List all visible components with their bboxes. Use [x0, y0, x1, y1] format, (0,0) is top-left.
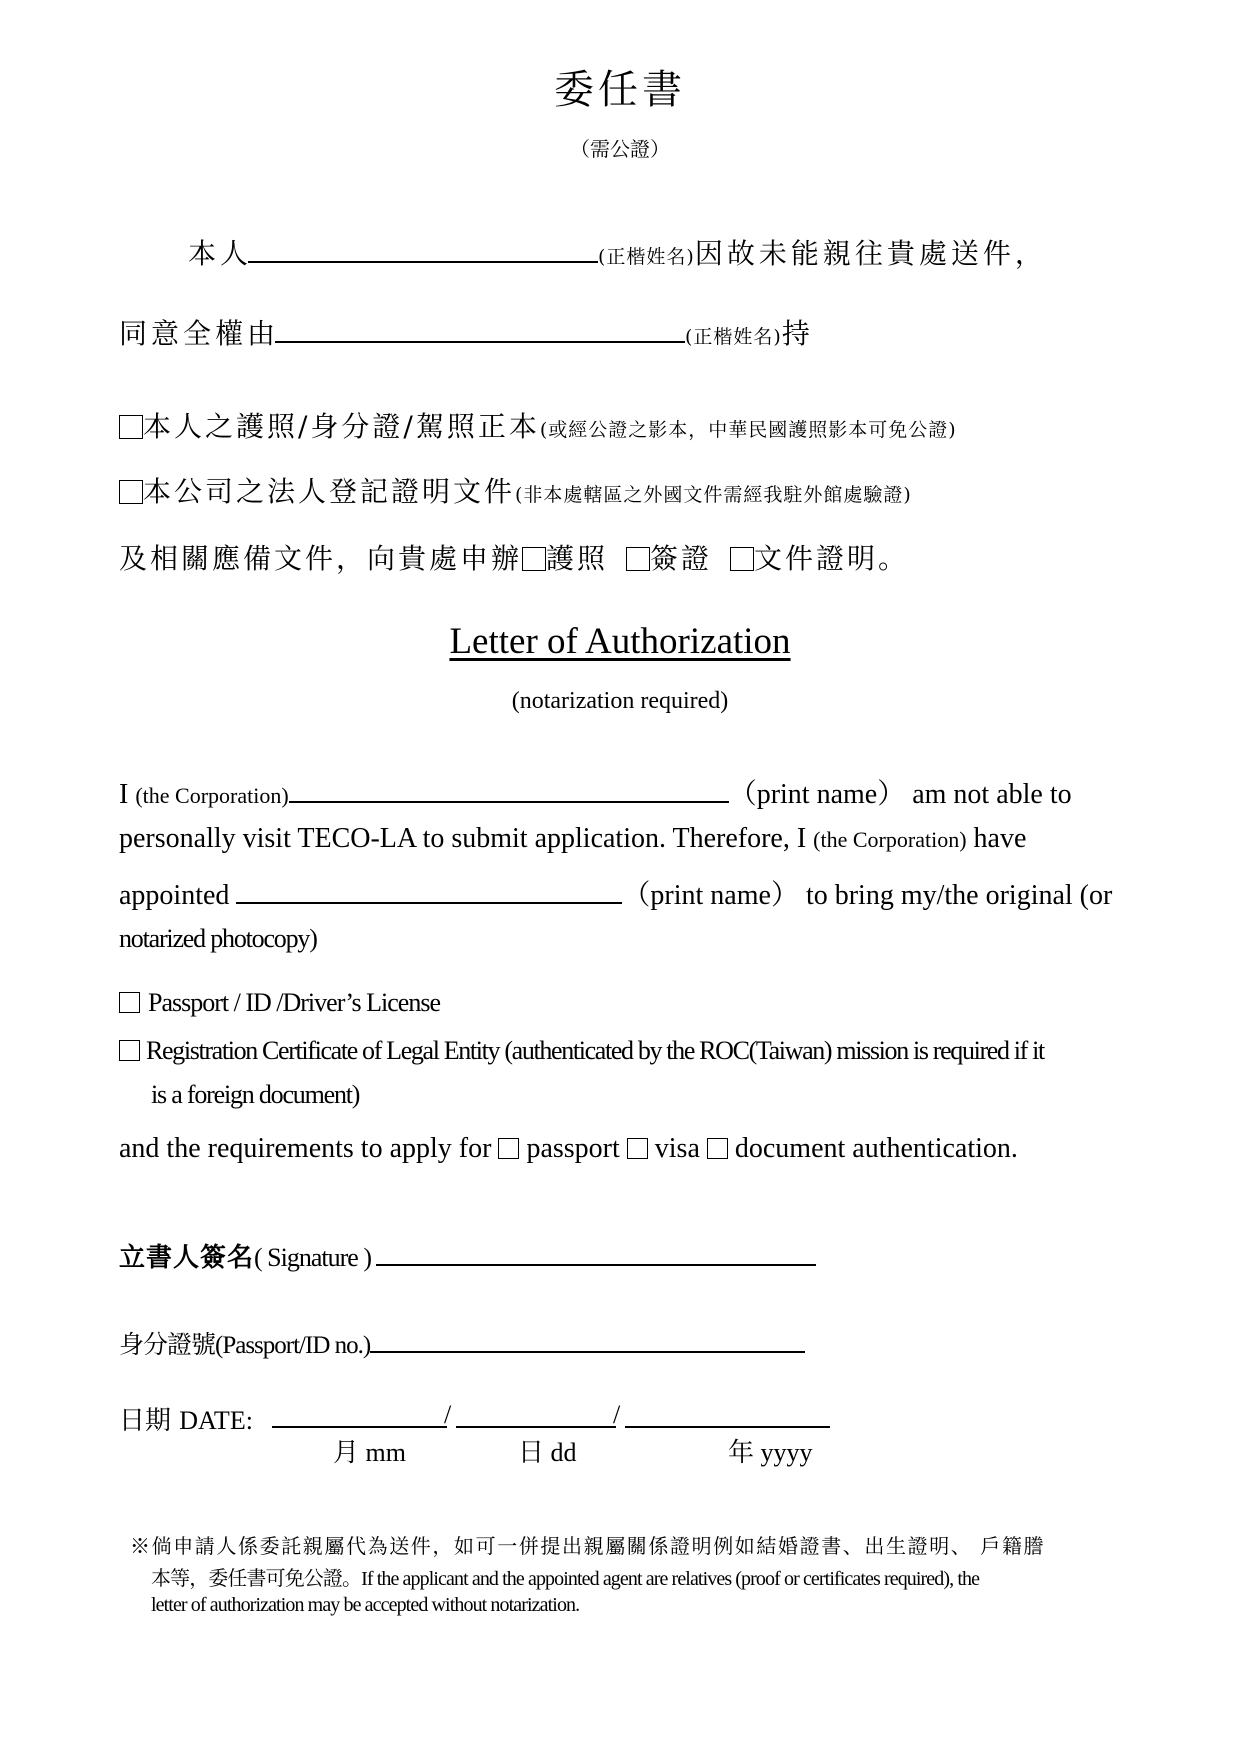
en-line-3	[119, 873, 1112, 913]
date-month-label: 月 mm	[333, 1438, 406, 1467]
date-separator-1: /	[444, 1400, 452, 1429]
zh-line-2	[119, 312, 814, 352]
month-field[interactable]	[272, 1426, 447, 1428]
en-visa-checkbox[interactable]	[627, 1138, 648, 1159]
en-principal-name-field[interactable]	[289, 800, 729, 803]
en-line-1-start: I	[119, 779, 136, 810]
en-line-1	[119, 772, 1072, 812]
zh-option-1-note: (或經公證之影本，中華民國護照影本可免公證)	[539, 419, 957, 441]
zh-visa-checkbox[interactable]	[626, 547, 650, 571]
id-number-label: 身分證號(Passport/ID no.)	[119, 1332, 371, 1359]
zh-line-1-end: 因故未能親往貴處送件，	[694, 237, 1047, 270]
en-legal-entity-checkbox[interactable]	[119, 1040, 140, 1061]
id-number-line	[119, 1325, 805, 1361]
zh-legal-entity-checkbox[interactable]	[119, 480, 143, 504]
en-passport-id-checkbox[interactable]	[119, 992, 140, 1013]
id-number-field[interactable]	[370, 1350, 805, 1353]
date-label-zh: 日期	[119, 1406, 180, 1436]
zh-print-name-hint-1: (正楷姓名)	[598, 246, 695, 268]
date-line	[119, 1400, 253, 1437]
zh-option-1-label: 本人之護照/身分證/駕照正本	[143, 410, 540, 443]
en-passport-label: passport	[519, 1133, 627, 1164]
signature-label-en: ( Signature )	[254, 1243, 377, 1272]
en-option-2	[119, 1036, 1044, 1066]
en-apply-line	[119, 1133, 1018, 1165]
zh-passport-label: 護照	[546, 542, 609, 575]
zh-passport-id-checkbox[interactable]	[119, 415, 143, 439]
zh-subtitle: （需公證）	[570, 137, 670, 161]
en-line-3-start: appointed	[119, 880, 237, 911]
principal-name-field[interactable]	[248, 260, 598, 263]
note-line-1: ※倘申請人係委託親屬代為送件，如可一併提出親屬關係證明例如結婚證書、出生證明、 戶籍謄	[130, 1534, 1046, 1558]
date-day-label: 日 dd	[518, 1438, 577, 1467]
signature-label-zh: 立書人簽名	[119, 1243, 255, 1273]
date-label-en: DATE:	[179, 1406, 253, 1435]
en-title: Letter of Authorization	[449, 621, 791, 662]
signature-line	[119, 1237, 816, 1274]
note-line-3: letter of authorization may be accepted without notarization.	[151, 1594, 580, 1616]
en-document-checkbox[interactable]	[707, 1138, 728, 1159]
note-line-2: 本等，委任書可免公證。If the applicant and the appointed agent are relatives (proof or certificates required), the	[151, 1568, 980, 1590]
zh-apply-text: 及相關應備文件，向貴處申辦	[119, 542, 523, 575]
en-subtitle: (notarization required)	[511, 688, 729, 714]
en-line-4: notarized photocopy)	[119, 924, 317, 953]
zh-title: 委任書	[554, 67, 686, 113]
en-option-2-continued: is a foreign document)	[151, 1080, 360, 1109]
zh-print-name-hint-2: (正楷姓名)	[685, 326, 782, 348]
en-line-3-end: （print name） to bring my/the original (or	[622, 880, 1113, 911]
zh-line-2-end: 持	[781, 317, 814, 350]
zh-line-1	[188, 232, 1047, 272]
en-line-2	[119, 823, 1026, 855]
en-line-2-start: personally visit TECO-LA to submit application. Therefore, I	[119, 823, 814, 854]
zh-document-label: 文件證明。	[754, 542, 910, 575]
en-visa-label: visa	[647, 1133, 707, 1164]
en-corporation-hint-1: (the Corporation)	[135, 783, 289, 808]
en-passport-checkbox[interactable]	[498, 1138, 519, 1159]
zh-option-2	[119, 470, 912, 510]
year-field[interactable]	[625, 1426, 830, 1428]
zh-option-2-note: (非本處轄區之外國文件需經我駐外館處驗證)	[515, 484, 912, 506]
en-option-1	[119, 988, 440, 1018]
en-option-2-label: Registration Certificate of Legal Entity (authenticated by the ROC(Taiwan) mission is required if it	[146, 1036, 1044, 1065]
en-document-label: document authentication.	[727, 1133, 1018, 1164]
zh-document-checkbox[interactable]	[730, 547, 754, 571]
en-corporation-hint-2: (the Corporation)	[813, 827, 967, 852]
zh-line-1-start: 本人	[188, 237, 253, 270]
en-line-2-end: have	[966, 823, 1027, 854]
zh-passport-checkbox[interactable]	[522, 547, 546, 571]
en-option-1-label: Passport / ID /Driver’s License	[148, 988, 441, 1017]
agent-name-field[interactable]	[275, 340, 685, 343]
day-field[interactable]	[456, 1426, 616, 1428]
zh-line-2-start: 同意全權由	[119, 317, 280, 350]
signature-field[interactable]	[376, 1263, 816, 1266]
zh-apply-line	[119, 537, 909, 577]
date-separator-2: /	[613, 1400, 621, 1429]
en-apply-text: and the requirements to apply for	[119, 1133, 499, 1164]
en-agent-name-field[interactable]	[236, 901, 622, 904]
en-line-1-end: （print name） am not able to	[728, 779, 1072, 810]
date-year-label: 年 yyyy	[728, 1438, 813, 1467]
zh-visa-label: 簽證	[650, 542, 713, 575]
zh-option-2-label: 本公司之法人登記證明文件	[143, 475, 516, 508]
zh-option-1	[119, 405, 957, 445]
